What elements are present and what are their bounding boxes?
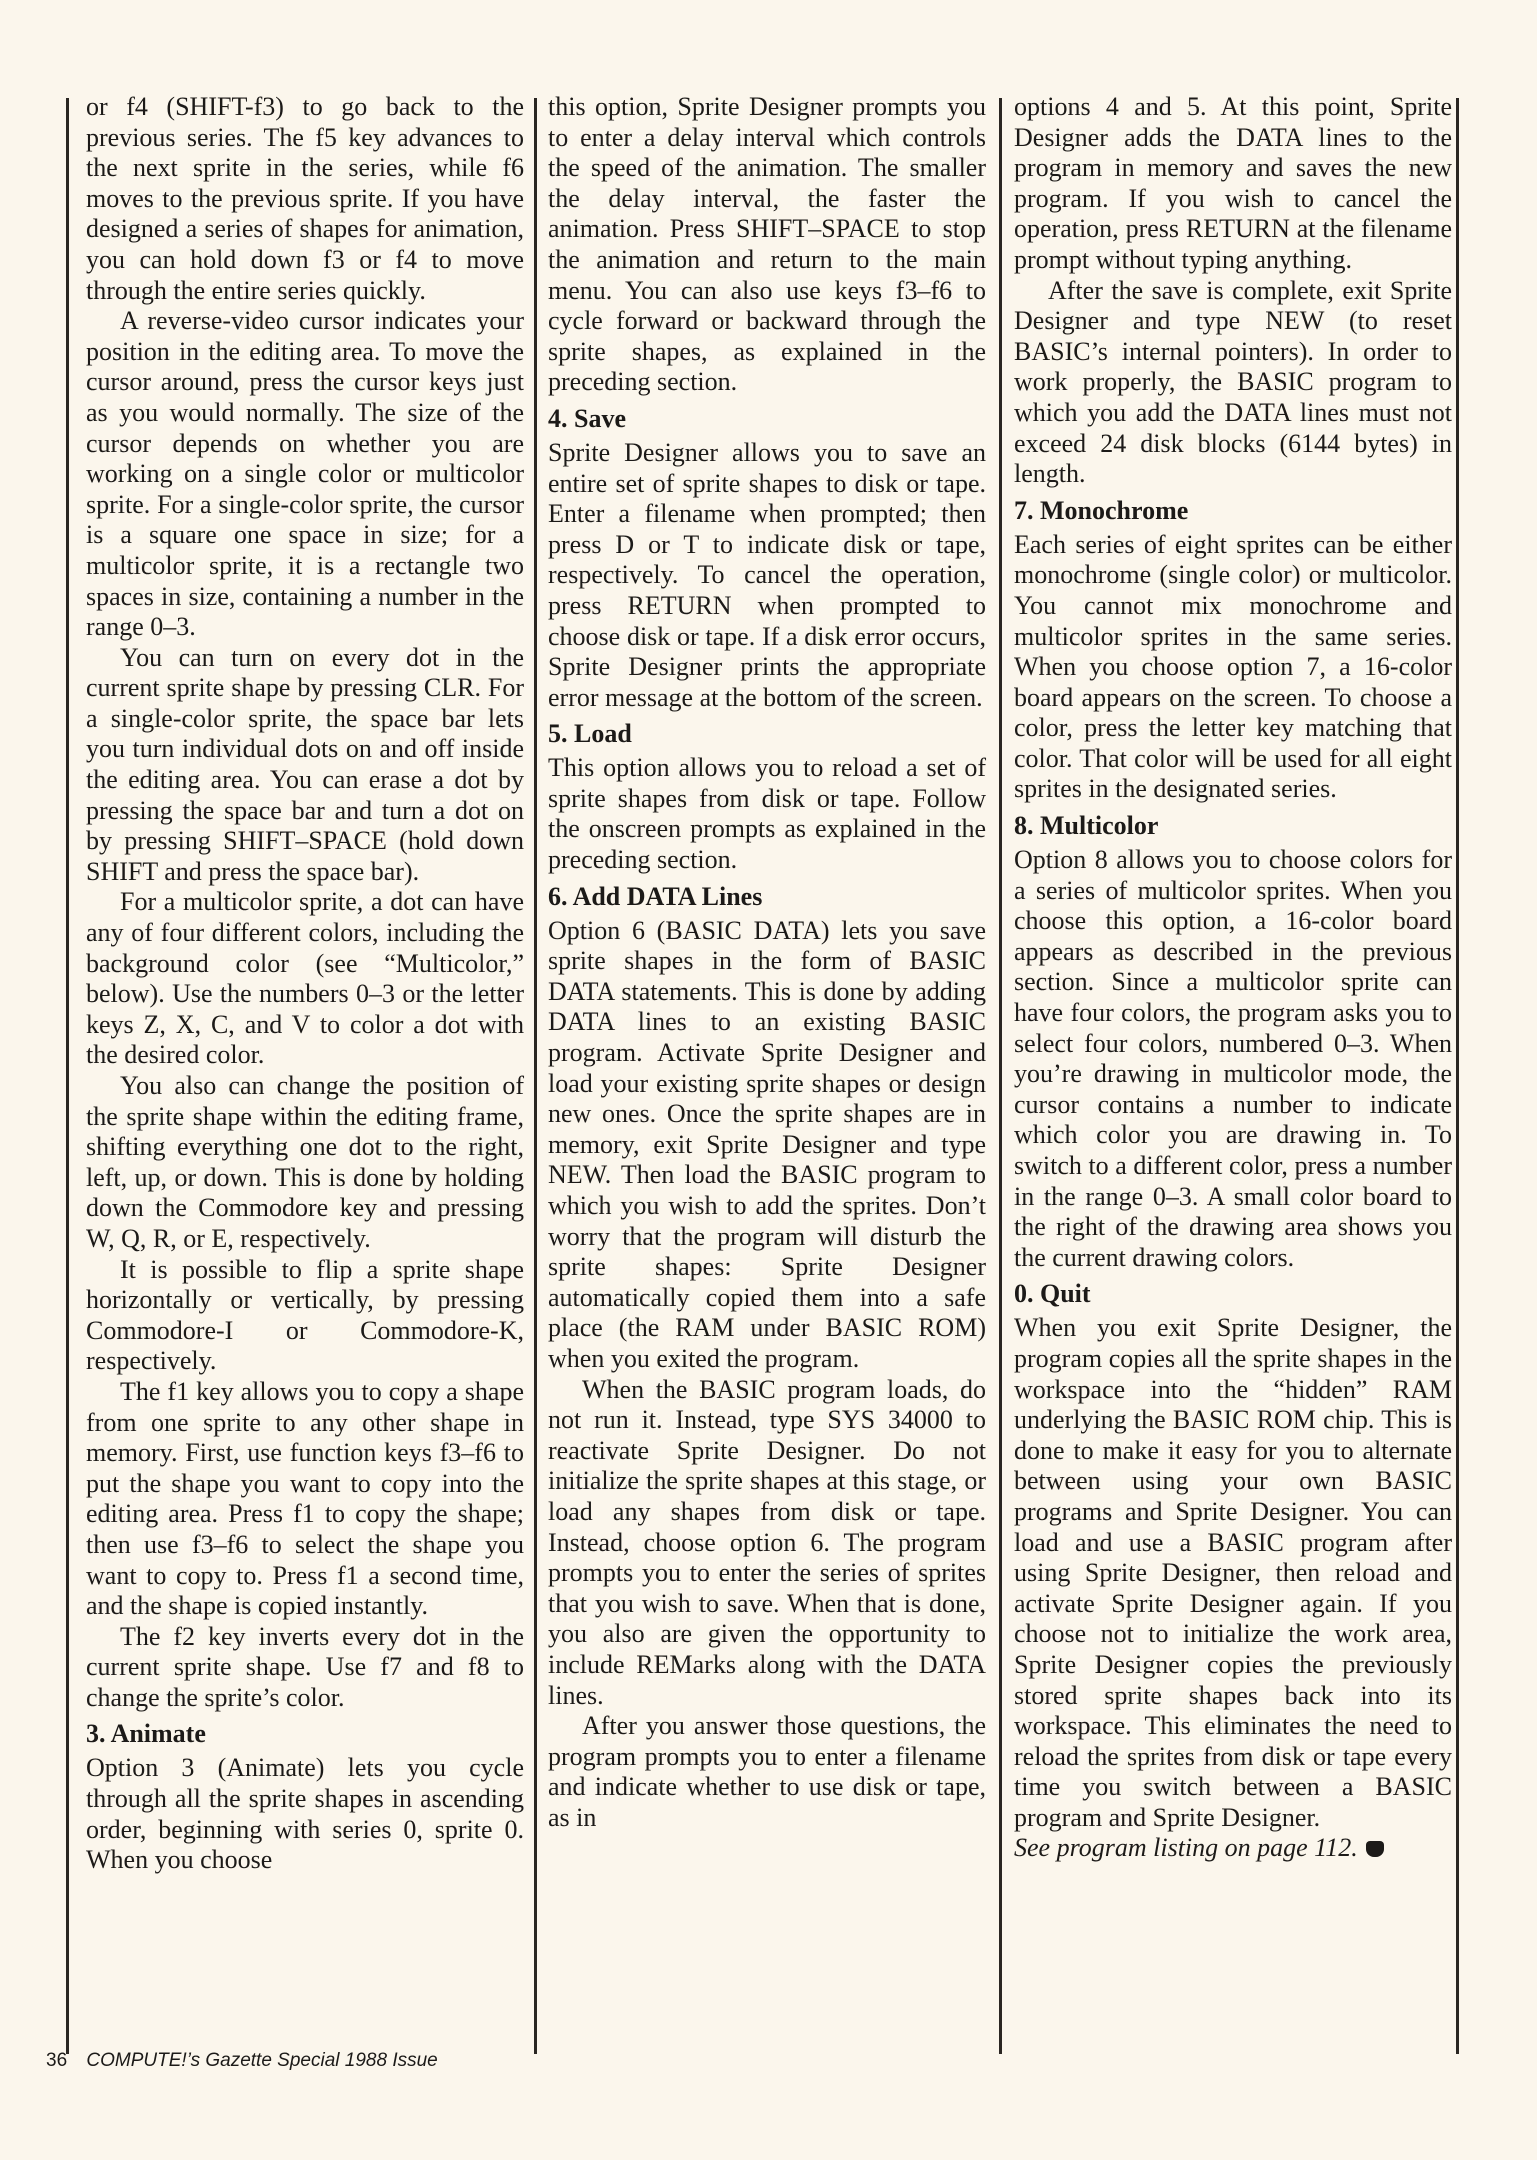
- text-run: 0. Quit: [1014, 1279, 1091, 1309]
- page-number: 36: [46, 2050, 68, 2071]
- text-run: See program listing on page 112.: [1014, 1833, 1358, 1863]
- text-column-2: [548, 92, 986, 1833]
- text-run: When the BASIC program loads, do not run it. Instead, type SYS 34000 to reactivate Sprite Designer. Do not initialize the sprite shapes at this stage, or load any shapes from disk or tape. Instead, choose option 6. The program prompts you to enter the series of sprites that you wish to save. When that is done, you also are given the opportunity to include REMarks along with the DATA lines.: [548, 1374, 986, 1710]
- section-heading: [1014, 496, 1452, 526]
- column-rule-right: [1456, 98, 1459, 2054]
- text-run: options 4 and 5. At this point, Sprite Designer adds the DATA lines to the program in memory and saves the new program. If you wish to cancel the operation, press RETURN at the filename prompt without typing anything.: [1014, 92, 1452, 274]
- section-heading: [548, 882, 986, 912]
- paragraph: [1014, 845, 1452, 1273]
- text-run: The f1 key allows you to copy a shape from one sprite to any other shape in memory. First, use function keys f3–f6 to put the shape you want to copy into the editing area. Press f1 to copy the shape; then use f3–f6 to select the shape you want to copy to. Press f1 a second time, and the shape is copied instantly.: [86, 1376, 524, 1621]
- text-column-3: [1014, 92, 1452, 1864]
- paragraph: [548, 438, 986, 713]
- text-run: 5. Load: [548, 719, 632, 749]
- text-run: You can turn on every dot in the current sprite shape by pressing CLR. For a single-color sprite, the space bar lets you turn individual dots on and off inside the editing area. You can erase a dot by pressing the space bar and turn a dot on by pressing SHIFT–SPACE (hold down SHIFT and press the space bar).: [86, 642, 524, 886]
- column-rule-middle-left: [534, 98, 537, 2054]
- section-heading: [86, 1719, 524, 1749]
- paragraph: [548, 753, 986, 875]
- section-heading: [1014, 811, 1452, 841]
- paragraph: [1014, 276, 1452, 490]
- text-run: When you exit Sprite Designer, the program copies all the sprite shapes in the workspace into the “hidden” RAM underlying the BASIC ROM chip. This is done to make it easy for you to alternate between using your own BASIC programs and Sprite Designer. You can load and use a BASIC program after using Sprite Designer, then reload and activate Sprite Designer again. If you choose not to initialize the work area, Sprite Designer copies the previously stored sprite shapes back into its workspace. This eliminates the need to reload the sprites from disk or tape every time you switch between a BASIC program and Sprite Designer.: [1014, 1313, 1452, 1832]
- paragraph: [86, 1377, 524, 1622]
- paragraph: [86, 1255, 524, 1377]
- text-run: Option 3 (Animate) lets you cycle through all the sprite shapes in ascending order, beginning with series 0, sprite 0. When you choose: [86, 1753, 524, 1875]
- text-run: 3. Animate: [86, 1719, 206, 1749]
- end-of-article-icon: [1366, 1841, 1384, 1857]
- paragraph: [548, 92, 986, 398]
- paragraph: [86, 1622, 524, 1714]
- paragraph: [86, 92, 524, 306]
- paragraph: [86, 643, 524, 888]
- paragraph: [548, 1711, 986, 1833]
- text-run: 6. Add DATA Lines: [548, 881, 763, 911]
- text-run: After the save is complete, exit Sprite Designer and type NEW (to reset BASIC’s internal pointers). In order to work properly, the BASIC program to which you add the DATA lines must not exceed 24 disk blocks (6144 bytes) in length.: [1014, 275, 1452, 489]
- column-rule-middle-right: [999, 98, 1002, 2054]
- publication-title: COMPUTE!’s Gazette Special 1988 Issue: [86, 2050, 438, 2071]
- paragraph: [86, 306, 524, 643]
- text-run: 7. Monochrome: [1014, 495, 1189, 525]
- text-run: You also can change the position of the sprite shape within the editing frame, shifting everything one dot to the right, left, up, or down. This is done by holding down the Commodore key and pressing W, Q, R, or E, respectively.: [86, 1071, 524, 1253]
- column-rule-left: [66, 98, 69, 2054]
- text-run: 4. Save: [548, 403, 626, 433]
- text-column-1: [86, 92, 524, 1876]
- text-run: 8. Multicolor: [1014, 811, 1159, 841]
- paragraph: [1014, 92, 1452, 276]
- text-run: Option 6 (BASIC DATA) lets you save sprite shapes in the form of BASIC DATA statements. This is done by adding DATA lines to an existing BASIC program. Activate Sprite Designer and load your existing sprite shapes or design new ones. Once the sprite shapes are in memory, exit Sprite Designer and type NEW. Then load the BASIC program to which you wish to add the sprites. Don’t worry that the program will disturb the sprite shapes: Sprite Designer automatically copied them into a safe place (the RAM under BASIC ROM) when you exited the program.: [548, 915, 986, 1373]
- paragraph: [1014, 530, 1452, 805]
- text-run: Option 8 allows you to choose colors for a series of multicolor sprites. When you choose this option, a 16-color board appears as described in the previous section. Since a multicolor sprite can have four colors, the program asks you to select four colors, numbered 0–3. When you’re drawing in multicolor mode, the cursor contains a number to indicate which color you are drawing in. To switch to a different color, press a number in the range 0–3. A small color board to the right of the drawing area shows you the current drawing colors.: [1014, 845, 1452, 1272]
- text-run: This option allows you to reload a set of sprite shapes from disk or tape. Follow the onscreen prompts as explained in the preceding section.: [548, 753, 986, 875]
- text-run: It is possible to flip a sprite shape horizontally or vertically, by pressing Commodore-I or Commodore-K, respectively.: [86, 1254, 524, 1376]
- listing-reference: [1014, 1833, 1452, 1864]
- paragraph: [86, 887, 524, 1071]
- page-footer: [46, 2050, 438, 2072]
- text-run: The f2 key inverts every dot in the current sprite shape. Use f7 and f8 to change the sprite’s color.: [86, 1621, 524, 1712]
- section-heading: [548, 719, 986, 749]
- paragraph: [1014, 1313, 1452, 1833]
- text-run: A reverse-video cursor indicates your position in the editing area. To move the cursor around, press the cursor keys just as you would normally. The size of the cursor depends on whether you are working on a single color or multicolor sprite. For a single-color sprite, the cursor is a square one space in size; for a multicolor sprite, it is a rectangle two spaces in size, containing a number in the range 0–3.: [86, 306, 524, 642]
- section-heading: [548, 404, 986, 434]
- text-run: or f4 (SHIFT-f3) to go back to the previous series. The f5 key advances to the next sprite in the series, while f6 moves to the previous sprite. If you have designed a series of shapes for animation, you can hold down f3 or f4 to move through the entire series quickly.: [86, 92, 524, 305]
- paragraph: [86, 1071, 524, 1255]
- text-run: Sprite Designer allows you to save an entire set of sprite shapes to disk or tape. Enter a filename when prompted; then press D or T to indicate disk or tape, respectively. To cancel the operation, press RETURN when prompted to choose disk or tape. If a disk error occurs, Sprite Designer prints the appropriate error message at the bottom of the screen.: [548, 437, 986, 712]
- text-run: After you answer those questions, the program prompts you to enter a filename and indicate whether to use disk or tape, as in: [548, 1711, 986, 1832]
- text-run: Each series of eight sprites can be either monochrome (single color) or multicolor. You cannot mix monochrome and multicolor sprites in the same series. When you choose option 7, a 16-color board appears on the screen. To choose a color, press the letter key matching that color. That color will be used for all eight sprites in the designated series.: [1014, 529, 1452, 804]
- text-run: For a multicolor sprite, a dot can have any of four different colors, including the background color (see “Multicolor,” below). Use the numbers 0–3 or the letter keys Z, X, C, and V to color a dot with the desired color.: [86, 887, 524, 1070]
- paragraph: [548, 1375, 986, 1712]
- text-run: this option, Sprite Designer prompts you to enter a delay interval which controls the speed of the animation. The smaller the delay interval, the faster the animation. Press SHIFT–SPACE to stop the animation and return to the main menu. You can also use keys f3–f6 to cycle forward or backward through the sprite shapes, as explained in the preceding section.: [548, 92, 986, 397]
- section-heading: [1014, 1279, 1452, 1309]
- paragraph: [86, 1753, 524, 1875]
- paragraph: [548, 916, 986, 1375]
